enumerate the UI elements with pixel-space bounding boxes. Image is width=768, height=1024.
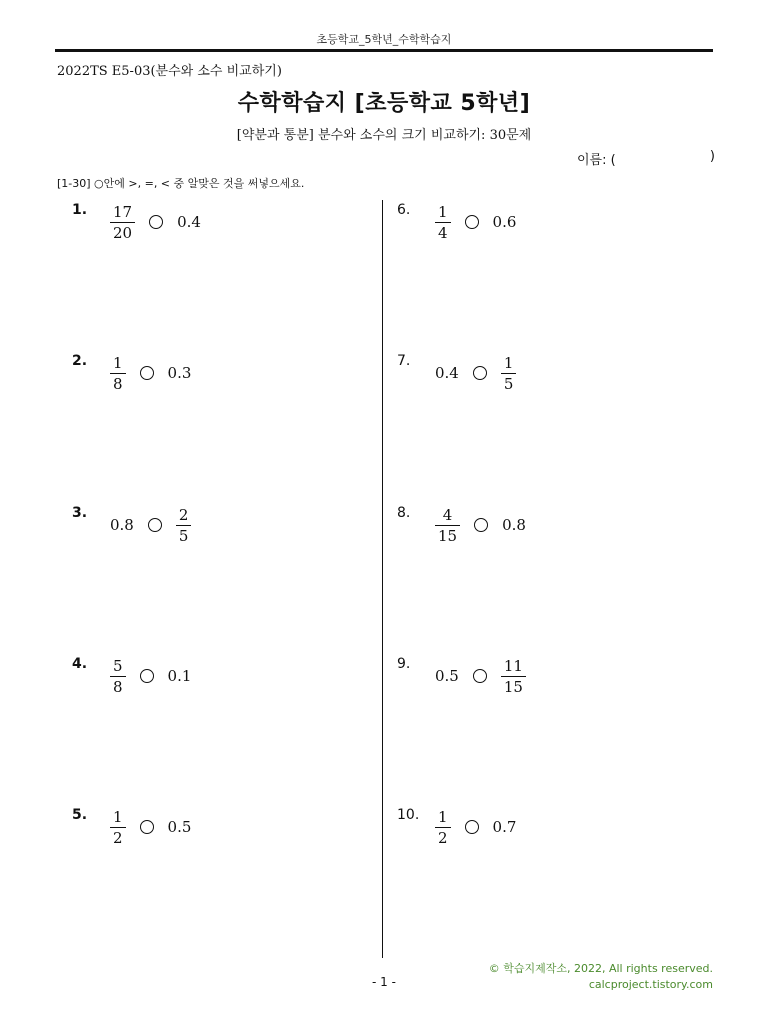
- fraction-bar: [435, 827, 451, 828]
- problem-expression: [106, 202, 205, 242]
- fraction-bar: [110, 827, 126, 828]
- denominator: 5: [503, 374, 514, 393]
- fraction-bar: [435, 222, 451, 223]
- site-link[interactable]: calcproject.tistory.com: [588, 978, 713, 991]
- problem-expression: [431, 656, 530, 696]
- problem-number: 7.: [397, 353, 411, 369]
- problem-number: 4.: [72, 656, 88, 672]
- problem-expression: [431, 505, 530, 545]
- denominator: 8: [113, 677, 123, 696]
- fraction: [435, 506, 460, 545]
- numerator: 5: [113, 656, 123, 675]
- name-label: 이름: (: [577, 153, 616, 168]
- numerator: 1: [503, 353, 514, 372]
- fraction-bar: [110, 222, 135, 223]
- fraction-bar: [501, 676, 526, 677]
- running-header: 초등학교_5학년_수학학습지: [316, 33, 452, 46]
- numerator: 1: [113, 807, 123, 826]
- footer-credit: [489, 961, 713, 993]
- denominator: 15: [503, 677, 523, 696]
- denominator: 2: [438, 828, 448, 847]
- problem-expression: [106, 353, 195, 393]
- problem-number: 3.: [72, 505, 88, 521]
- answer-circle[interactable]: [465, 215, 479, 229]
- decimal: 0.8: [502, 516, 526, 534]
- answer-circle[interactable]: [140, 669, 154, 683]
- fraction: [501, 354, 517, 393]
- problem-number: 5.: [72, 807, 88, 823]
- fraction: [176, 506, 192, 545]
- problem-number: 8.: [397, 505, 411, 521]
- denominator: 20: [113, 223, 133, 242]
- page-title: 수학학습지 [초등학교 5학년]: [237, 91, 531, 116]
- numerator: 1: [438, 202, 448, 221]
- answer-circle[interactable]: [149, 215, 163, 229]
- problem-number: 9.: [397, 656, 411, 672]
- decimal: 0.4: [435, 364, 459, 382]
- problem-expression: [106, 656, 195, 696]
- answer-circle[interactable]: [474, 518, 488, 532]
- answer-circle[interactable]: [465, 820, 479, 834]
- fraction: [110, 808, 126, 847]
- numerator: 1: [438, 807, 448, 826]
- name-field[interactable]: [577, 149, 715, 168]
- decimal: 0.6: [492, 213, 517, 231]
- fraction: [110, 354, 126, 393]
- fraction: [435, 203, 451, 242]
- decimal: 0.1: [167, 667, 192, 685]
- page-number: - 1 -: [372, 975, 396, 989]
- fraction-bar: [435, 525, 460, 526]
- problem-expression: [431, 807, 520, 847]
- numerator: 4: [442, 505, 453, 524]
- answer-circle[interactable]: [473, 366, 487, 380]
- denominator: 5: [178, 526, 189, 545]
- answer-circle[interactable]: [148, 518, 162, 532]
- denominator: 4: [438, 223, 448, 242]
- copyright-text: © 학습지제작소, 2022, All rights reserved.: [488, 962, 713, 975]
- worksheet-code: 2022TS E5-03(분수와 소수 비교하기): [57, 64, 282, 79]
- fraction-bar: [501, 373, 517, 374]
- problem-expression: [106, 807, 195, 847]
- problem-expression: [106, 505, 195, 545]
- decimal: 0.7: [492, 818, 517, 836]
- fraction: [435, 808, 451, 847]
- fraction-bar: [176, 525, 192, 526]
- fraction-bar: [110, 373, 126, 374]
- decimal: 0.4: [177, 213, 201, 231]
- header-rule: [55, 49, 713, 52]
- column-divider: [382, 200, 383, 958]
- instruction: [1-30] ○안에 >, =, < 중 알맞은 것을 써넣으세요.: [57, 177, 305, 190]
- answer-circle[interactable]: [473, 669, 487, 683]
- problem-number: 2.: [72, 353, 88, 369]
- fraction: [501, 657, 526, 696]
- decimal: 0.3: [167, 364, 192, 382]
- answer-circle[interactable]: [140, 366, 154, 380]
- decimal: 0.5: [167, 818, 192, 836]
- decimal: 0.8: [110, 516, 134, 534]
- problem-number: 10.: [397, 807, 420, 823]
- page-subtitle: [약분과 통분] 분수와 소수의 크기 비교하기: 30문제: [236, 128, 532, 143]
- denominator: 2: [113, 828, 123, 847]
- fraction: [110, 657, 126, 696]
- numerator: 2: [178, 505, 189, 524]
- numerator: 11: [503, 656, 523, 675]
- problem-number: 6.: [397, 202, 411, 218]
- fraction-bar: [110, 676, 126, 677]
- numerator: 17: [113, 202, 133, 221]
- problem-number: 1.: [72, 202, 88, 218]
- problem-expression: [431, 353, 520, 393]
- denominator: 8: [113, 374, 123, 393]
- answer-circle[interactable]: [140, 820, 154, 834]
- numerator: 1: [113, 353, 123, 372]
- denominator: 15: [438, 526, 458, 545]
- fraction: [110, 203, 135, 242]
- name-close-paren: ): [709, 149, 715, 164]
- decimal: 0.5: [435, 667, 459, 685]
- problem-expression: [431, 202, 520, 242]
